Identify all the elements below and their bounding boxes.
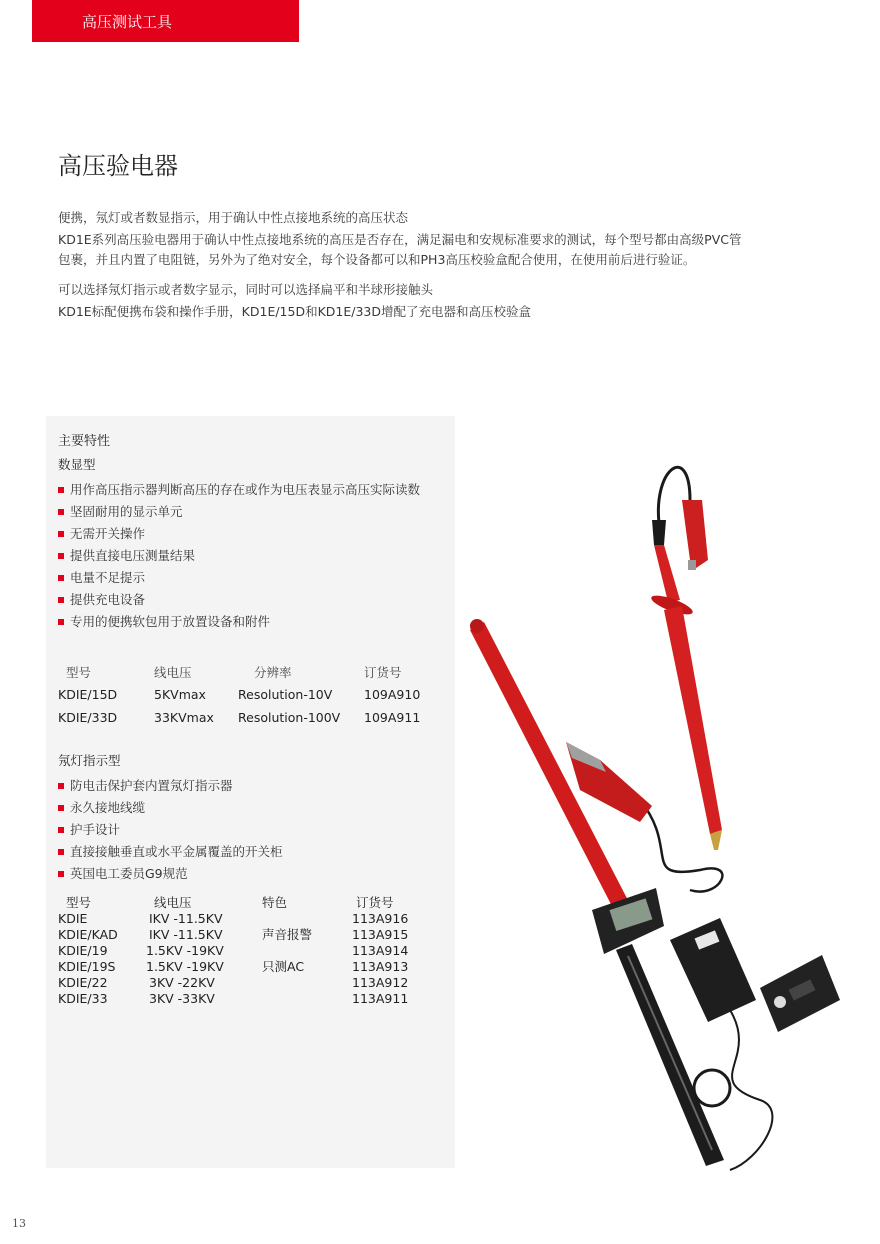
digital-spec-table xyxy=(58,661,420,729)
table-cell: 3KV -33KV xyxy=(149,991,215,1006)
table-cell: KDIE/33 xyxy=(58,991,108,1006)
column-header: 型号 xyxy=(66,895,92,910)
long-probe-pole-icon xyxy=(470,619,632,914)
table-cell: 3KV -22KV xyxy=(149,975,215,990)
bullet-square-icon xyxy=(58,849,64,855)
neon-feature-list xyxy=(58,775,453,885)
section-label: 高压测试工具 xyxy=(82,12,173,31)
digital-feature-list xyxy=(58,479,453,633)
column-header: 分辨率 xyxy=(254,665,292,680)
table-cell: KDIE xyxy=(58,911,88,926)
bullet-square-icon xyxy=(58,805,64,811)
intro-text xyxy=(58,208,748,332)
table-cell: Resolution-100V xyxy=(238,710,341,725)
table-cell: KDIE/KAD xyxy=(58,927,118,942)
table-cell: 1.5KV -19KV xyxy=(146,943,224,958)
page-title: 高压验电器 xyxy=(58,152,178,180)
table-cell xyxy=(262,991,352,1007)
table-cell xyxy=(262,975,352,991)
table-cell: 声音报警 xyxy=(262,927,313,942)
short-probe-icon xyxy=(649,520,722,850)
table-row xyxy=(58,959,408,975)
table-row xyxy=(58,927,408,943)
bullet-square-icon xyxy=(58,575,64,581)
table-cell: 109A910 xyxy=(364,687,421,702)
table-header-row xyxy=(58,893,408,911)
table-cell: 1.5KV -19KV xyxy=(146,959,224,974)
list-item: 无需开关操作 xyxy=(58,523,453,545)
section-tab xyxy=(32,0,299,42)
digital-heading: 数显型 xyxy=(58,457,96,472)
table-row xyxy=(58,683,420,706)
bullet-square-icon xyxy=(58,553,64,559)
table-cell: 113A911 xyxy=(352,991,409,1006)
bullet-square-icon xyxy=(58,871,64,877)
column-header: 订货号 xyxy=(364,665,402,680)
list-item: 提供直接电压测量结果 xyxy=(58,545,453,567)
table-cell: Resolution-10V xyxy=(238,687,333,702)
table-cell: 33KVmax xyxy=(154,710,214,725)
table-cell: KDIE/33D xyxy=(58,710,118,725)
tester-box-icon xyxy=(760,955,840,1032)
table-cell: 113A916 xyxy=(352,911,409,926)
table-cell: IKV -11.5KV xyxy=(149,927,223,942)
list-item: 直接接触垂直或水平金属覆盖的开关柜 xyxy=(58,841,453,863)
bullet-square-icon xyxy=(58,509,64,515)
table-row xyxy=(58,943,408,959)
table-row xyxy=(58,911,408,927)
table-cell xyxy=(262,911,352,927)
bullet-square-icon xyxy=(58,597,64,603)
table-cell: 113A913 xyxy=(352,959,409,974)
neon-heading: 氖灯指示型 xyxy=(58,753,121,768)
bullet-square-icon xyxy=(58,531,64,537)
column-header: 线电压 xyxy=(154,895,192,910)
table-cell xyxy=(262,943,352,959)
table-cell: KDIE/15D xyxy=(58,687,118,702)
table-cell: KDIE/19S xyxy=(58,959,116,974)
intro-paragraph: KD1E系列高压验电器用于确认中性点接地系统的高压是否存在，满足漏电和安规标准要求的测试，每个型号都由高级PVC管包裹，并且内置了电阻链，另外为了绝对安全，每个设备都可以和PH3高压校验盒配合使用，在使用前后进行验证。 xyxy=(58,232,742,267)
intro-paragraph: 便携，氖灯或者数显指示，用于确认中性点接地系统的高压状态 xyxy=(58,210,409,225)
features-heading: 主要特性 xyxy=(58,434,111,449)
intro-paragraph: 可以选择氖灯指示或者数字显示，同时可以选择扁平和半球形接触头 xyxy=(58,282,434,297)
neon-spec-table xyxy=(58,893,408,1007)
table-cell: IKV -11.5KV xyxy=(149,911,223,926)
bullet-square-icon xyxy=(58,827,64,833)
charger-icon xyxy=(670,918,772,1170)
intro-paragraph: KD1E标配便携布袋和操作手册，KD1E/15D和KD1E/33D增配了充电器和高压校验盒 xyxy=(58,304,532,319)
list-item: 防电击保护套内置氖灯指示器 xyxy=(58,775,453,797)
column-header: 特色 xyxy=(262,895,288,910)
bullet-square-icon xyxy=(58,783,64,789)
list-item: 永久接地线缆 xyxy=(58,797,453,819)
column-header: 订货号 xyxy=(356,895,394,910)
table-cell: KDIE/22 xyxy=(58,975,108,990)
table-cell: 5KVmax xyxy=(154,687,206,702)
feature-panel xyxy=(46,416,455,1168)
list-item: 电量不足提示 xyxy=(58,567,453,589)
table-cell: 113A914 xyxy=(352,943,409,958)
bullet-square-icon xyxy=(58,487,64,493)
table-cell: 113A915 xyxy=(352,927,409,942)
list-item: 提供充电设备 xyxy=(58,589,453,611)
table-row xyxy=(58,706,420,729)
product-photo xyxy=(455,440,875,1200)
page-number: 13 xyxy=(12,1217,26,1230)
table-row xyxy=(58,991,408,1007)
table-cell: 109A911 xyxy=(364,710,421,725)
list-item: 英国电工委员G9规范 xyxy=(58,863,453,885)
list-item: 专用的便携软包用于放置设备和附件 xyxy=(58,611,453,633)
bullet-square-icon xyxy=(58,619,64,625)
column-header: 型号 xyxy=(66,665,92,680)
list-item: 护手设计 xyxy=(58,819,453,841)
table-header-row xyxy=(58,661,420,683)
table-cell: 113A912 xyxy=(352,975,409,990)
list-item: 坚固耐用的显示单元 xyxy=(58,501,453,523)
list-item: 用作高压指示器判断高压的存在或作为电压表显示高压实际读数 xyxy=(58,479,453,501)
table-cell: KDIE/19 xyxy=(58,943,108,958)
table-row xyxy=(58,975,408,991)
table-cell: 只测AC xyxy=(262,959,305,974)
crocodile-clip-icon xyxy=(682,500,708,570)
column-header: 线电压 xyxy=(154,665,192,680)
